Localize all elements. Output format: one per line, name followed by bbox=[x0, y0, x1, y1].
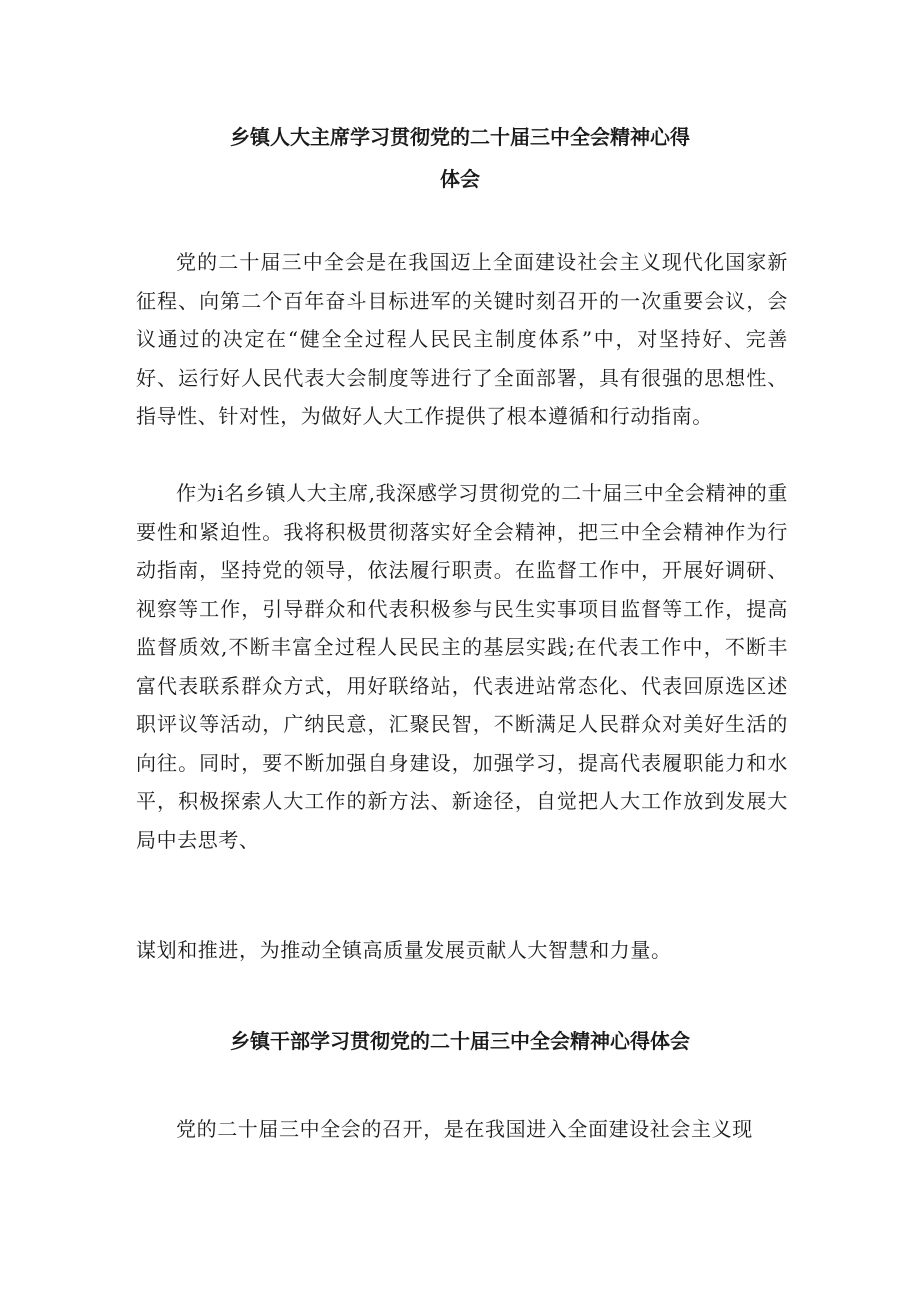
section-1-paragraph-2: 作为i名乡镇人大主席,我深感学习贯彻党的二十届三中全会精神的重要性和紧迫性。我将积极贯彻落实好全会精神，把三中全会精神作为行动指南，坚持党的领导，依法履行职责。在监督工作中，开展好调研、视察等工作，引导群众和代表积极参与民生实事项目监督等工作，提高监督质效,不断丰富全过程人民民主的基层实践;在代表工作中，不断丰富代表联系群众方式，用好联络站，代表进站常态化、代表回原选区述职评议等活动，广纳民意，汇聚民智，不断满足人民群众对美好生活的向往。同时，要不断加强自身建设，加强学习，提高代表履职能力和水平，积极探索人大工作的新方法、新途径，自觉把人大工作放到发展大局中去思考、 bbox=[136, 481, 788, 852]
section-1-paragraph-1: 党的二十届三中全会是在我国迈上全面建设社会主义现代化国家新征程、向第二个百年奋斗目标进军的关键时刻召开的一次重要会议，会议通过的决定在“健全全过程人民民主制度体系”中，对坚持好、完善好、运行好人民代表大会制度等进行了全面部署，具有很强的思想性、指导性、针对性，为做好人大工作提供了根本遵循和行动指南。 bbox=[136, 250, 788, 428]
section-1-title-line-2: 体会 bbox=[440, 167, 480, 191]
section-2-paragraph-1: 党的二十届三中全会的召开，是在我国进入全面建设社会主义现 bbox=[176, 1117, 753, 1141]
section-1-title bbox=[0, 116, 920, 200]
section-2-title: 乡镇干部学习贯彻党的二十届三中全会精神心得体会 bbox=[230, 1029, 690, 1053]
section-1-paragraph-3: 谋划和推进，为推动全镇高质量发展贡献人大智慧和力量。 bbox=[136, 938, 672, 962]
section-1-title-line-1: 乡镇人大主席学习贯彻党的二十届三中全会精神心得 bbox=[230, 125, 690, 149]
